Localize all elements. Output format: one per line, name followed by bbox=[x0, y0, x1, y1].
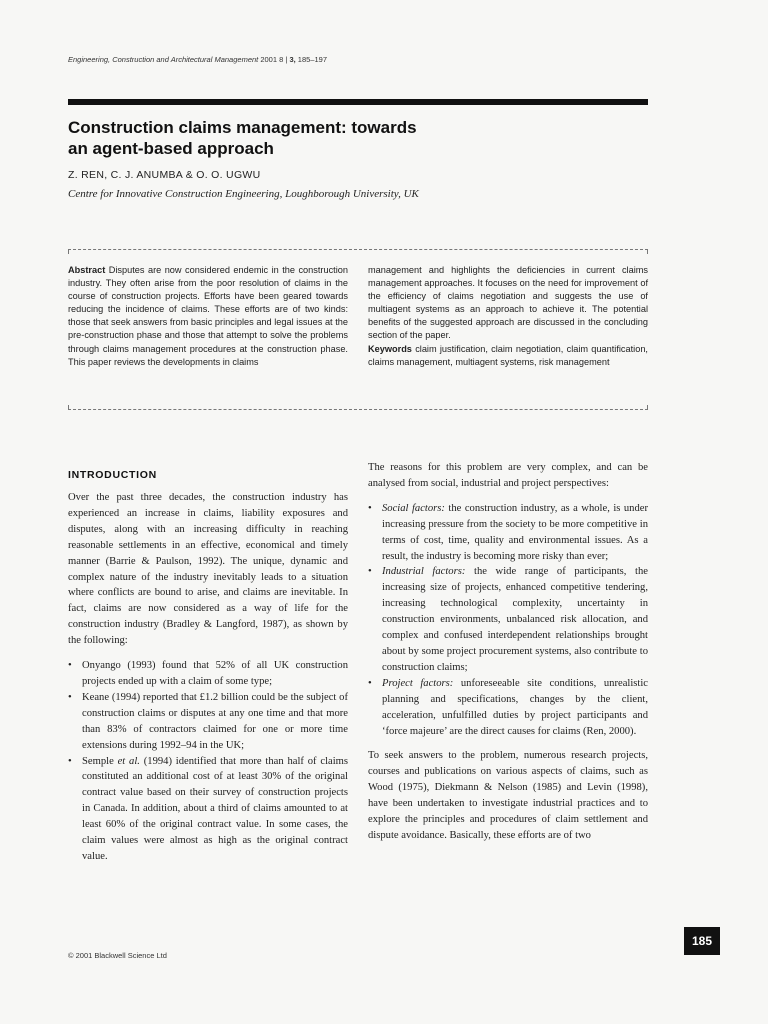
abstract-box-bottom-rule bbox=[68, 409, 648, 410]
citation-etal: et al. bbox=[117, 755, 140, 767]
abstract-box-corner bbox=[647, 405, 648, 410]
list-item bbox=[368, 501, 648, 565]
abstract-box-corner bbox=[68, 249, 69, 254]
keywords-text: claim justification, claim negotiation, claim quantification, claims management, multiagent systems, risk management bbox=[368, 343, 648, 367]
journal-volume: 8 bbox=[279, 55, 284, 64]
abstract-left-column bbox=[68, 264, 348, 369]
factor-text: unforeseeable site conditions, unrealistic planning and specifications, changes by the client, acceleration, unfulfilled duties by project participants and ‘force majeure’ are the direct causes for claims (Ren, 2000). bbox=[382, 677, 648, 737]
evidence-list bbox=[68, 658, 348, 865]
factor-text: the construction industry, as a whole, is under increasing pressure from the society to be more competitive in terms of cost, time, quality and environmental issues. As a result, the industry is becoming more risky than ever; bbox=[382, 502, 648, 562]
journal-citation bbox=[68, 55, 327, 64]
title-line-1: Construction claims management: towards bbox=[68, 118, 417, 137]
abstract-right-column bbox=[368, 264, 648, 369]
abstract-box-top-rule bbox=[68, 249, 648, 250]
article-title bbox=[68, 117, 628, 159]
list-item: • Onyango (1993) found that 52% of all UK construction projects ended up with a claim of some type; bbox=[68, 658, 348, 690]
journal-pages: 185–197 bbox=[297, 55, 327, 64]
header-rule bbox=[68, 99, 648, 105]
abstract-text-left: Disputes are now considered endemic in the construction industry. They often arise from the poor resolution of claims in the course of construction projects. Efforts have been geared towards reducing the incidence of claims. These efforts are of two kinds: those that seek answers from basic principles and legal issues at the pre-construction phase and those that attempt to solve the problems through claims management procedures at the construction phase. This paper reviews the developments in claims bbox=[68, 265, 348, 367]
intro-paragraph: Over the past three decades, the construction industry has experienced an increase in claims, liability exposures and disputes, along with an increasing difficulty in reaching reasonable settlements in an effective, economical and timely manner (Barrie & Paulson, 1992). The unique, dynamic and complex nature of the industry inevitably leads to a situation where conflicts are bound to arise, and claims are inevitable. In fact, claims are now considered as a way of life for the construction industry (Bradley & Langford, 1987), as shown by the following: bbox=[68, 492, 348, 647]
list-item: • Keane (1994) reported that £1.2 billion could be the subject of construction claims or disputes at any one time and that more than 83% of contractors claimed for one or more time extensions during 1992–94 in the UK; bbox=[68, 690, 348, 754]
abstract-box-corner bbox=[68, 405, 69, 410]
abstract-text-right: management and highlights the deficiencies in current claims management approaches. It focuses on the need for improvement of the efficiency of claims negotiation and suggests the use of multiagent systems as an approach to achieve it. The potential benefits of the suggested approach are discussed in the concluding section of the paper. bbox=[368, 265, 648, 341]
authors: Z. REN, C. J. ANUMBA & O. O. UGWU bbox=[68, 169, 261, 181]
list-item bbox=[368, 564, 648, 675]
abstract-label: Abstract bbox=[68, 265, 106, 275]
list-item-text: (1994) identified that more than half of claims constituted an additional cost of at least 30% of the original contract value based on their survey of construction projects in Canada. In addition, about a third of claims amounted to at least 60% of the original contract value. In some cases, the claim values were almost as high as the original contract value. bbox=[82, 755, 349, 862]
factor-text: the wide range of participants, the increasing size of projects, enhanced competitive tendering, increasing technological complexity, uncertainty in construction environments, unbalanced risk allocation, and complex and confused interdependent relationships brought about by some project procurement systems, also contribute to construction claims; bbox=[382, 566, 648, 673]
abstract-box-corner bbox=[647, 249, 648, 254]
factor-label: Social factors: bbox=[382, 502, 445, 514]
factors-list bbox=[368, 501, 648, 740]
copyright: © 2001 Blackwell Science Ltd bbox=[68, 951, 167, 960]
keywords bbox=[368, 343, 648, 369]
citation-author: Semple bbox=[82, 755, 114, 767]
research-paragraph: To seek answers to the problem, numerous research projects, courses and publications on various aspects of claims, such as Wood (1975), Diekmann & Nelson (1985) and Levin (1998), have been undertaken to investigate industrial practices and to explore the principles and procedures of claim settlement and dispute avoidance. Basically, these efforts are of two bbox=[368, 750, 648, 841]
factor-label: Project factors: bbox=[382, 677, 454, 689]
title-line-2: an agent-based approach bbox=[68, 139, 274, 158]
affiliation: Centre for Innovative Construction Engineering, Loughborough University, UK bbox=[68, 188, 419, 200]
journal-issue: 3, bbox=[289, 55, 296, 64]
factor-label: Industrial factors: bbox=[382, 566, 466, 578]
section-heading-introduction: INTRODUCTION bbox=[68, 469, 157, 481]
keywords-label: Keywords bbox=[368, 343, 412, 354]
list-item bbox=[68, 754, 348, 865]
body-right-column bbox=[368, 460, 648, 844]
body-left-column bbox=[68, 490, 348, 865]
journal-year: 2001 bbox=[260, 55, 278, 64]
journal-name: Engineering, Construction and Architectural Management bbox=[68, 55, 259, 64]
journal-divider: | bbox=[285, 55, 288, 64]
list-item bbox=[368, 676, 648, 740]
reasons-paragraph: The reasons for this problem are very complex, and can be analysed from social, industrial and project perspectives: bbox=[368, 462, 648, 489]
page-number: 185 bbox=[684, 927, 720, 955]
